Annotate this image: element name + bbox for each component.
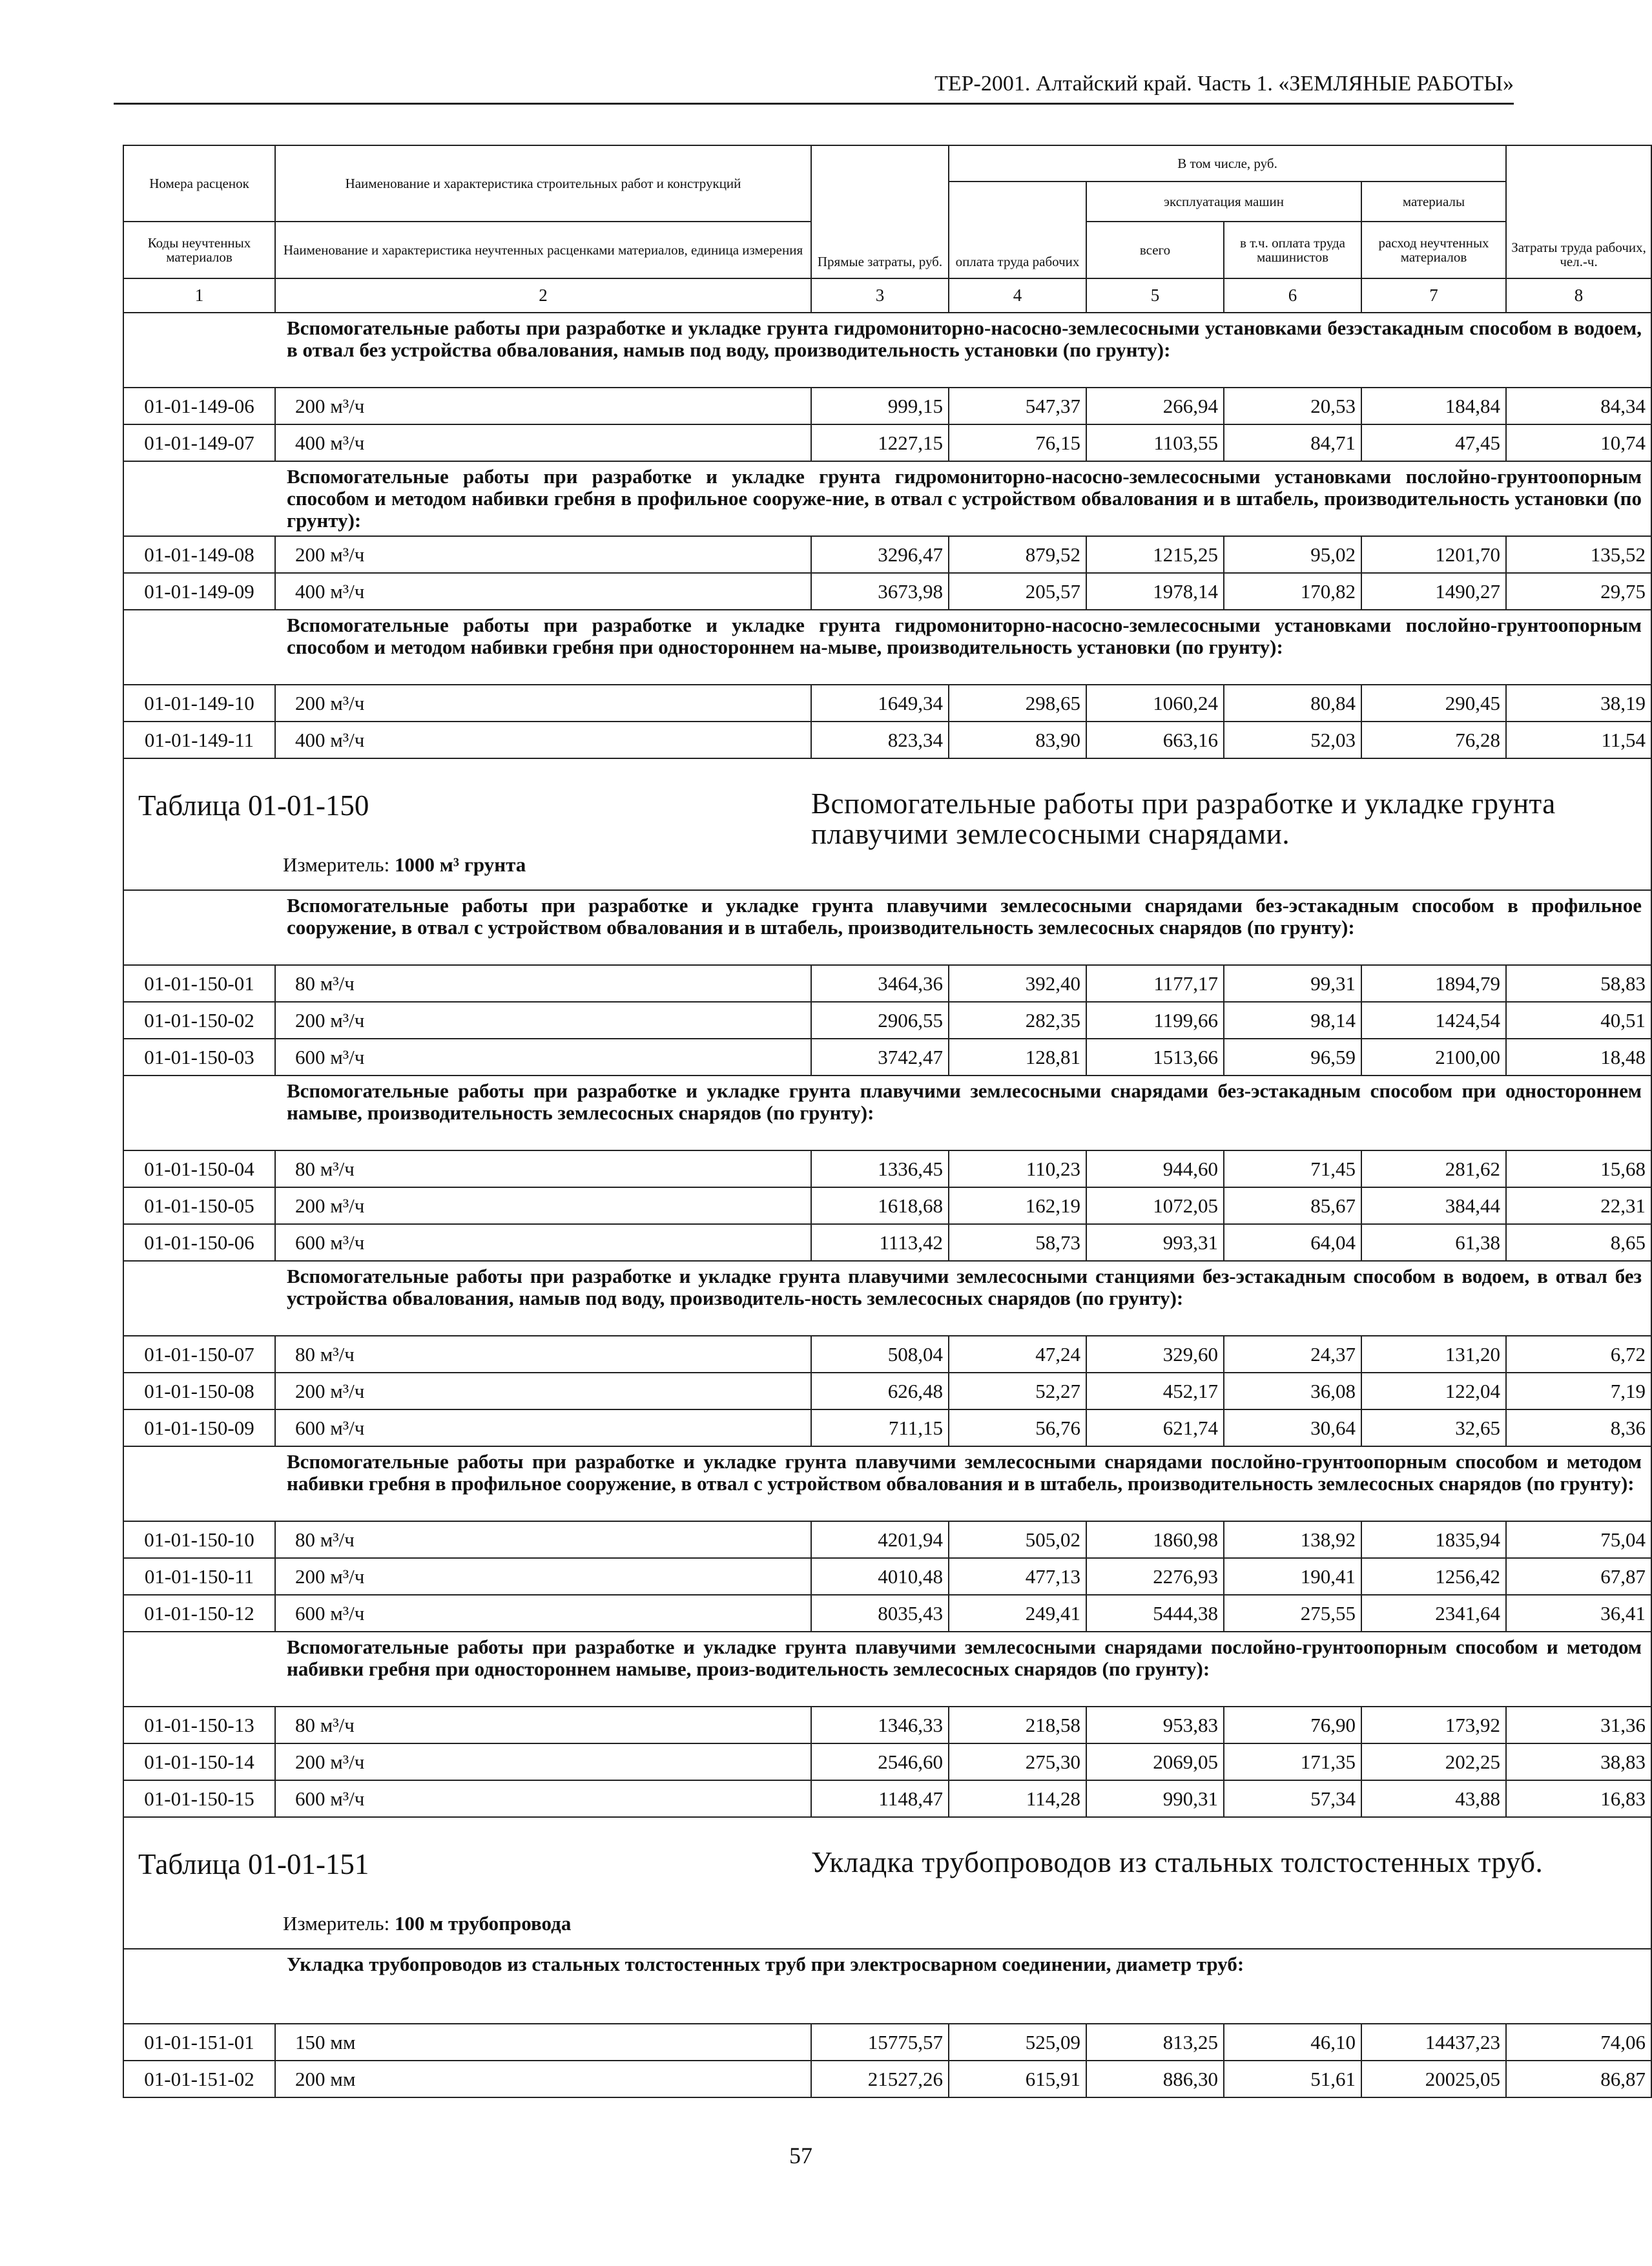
- rate-name: 200 м³/ч: [275, 536, 811, 573]
- value-cell: 6,72: [1506, 1336, 1651, 1373]
- group-blank-cell: [123, 313, 275, 388]
- value-cell: 75,04: [1506, 1521, 1651, 1558]
- value-cell: 58,83: [1506, 965, 1651, 1002]
- group-heading-row: [123, 1949, 1651, 2024]
- value-cell: 1346,33: [811, 1707, 949, 1743]
- value-cell: 298,65: [949, 685, 1086, 722]
- value-cell: 711,15: [811, 1409, 949, 1446]
- table-row: [123, 1150, 1651, 1187]
- rate-code: 01-01-149-09: [123, 573, 275, 610]
- value-cell: 43,88: [1361, 1780, 1506, 1817]
- rate-name: 200 мм: [275, 2061, 811, 2097]
- header-materials: материалы: [1361, 182, 1506, 222]
- group-heading: Вспомогательные работы при разработке и укладке грунта гидромониторно-насосно-землесосными установками послойно-грунтоопорным способом и методом набивки гребня в профильное сооруже-ние, в отвал с устройством обвалования и в штабель, производительность установки (по грунту):: [275, 461, 1651, 536]
- value-cell: 3464,36: [811, 965, 949, 1002]
- value-cell: 170,82: [1224, 573, 1361, 610]
- value-cell: 953,83: [1086, 1707, 1224, 1743]
- value-cell: 24,37: [1224, 1336, 1361, 1373]
- group-heading: Вспомогательные работы при разработке и укладке грунта гидромониторно-насосно-землесосными установками безэстакадным способом в водоем, в отвал без устройства обвалования, намыв под воду, производительность установки (по грунту):: [275, 313, 1651, 388]
- rate-name: 400 м³/ч: [275, 424, 811, 461]
- group-heading-row: [123, 1632, 1651, 1707]
- value-cell: 46,10: [1224, 2024, 1361, 2061]
- value-cell: 86,87: [1506, 2061, 1651, 2097]
- group-blank-cell: [123, 1446, 275, 1521]
- value-cell: 83,90: [949, 722, 1086, 758]
- table-title: Вспомогательные работы при разработке и укладке грунта плавучими землесосными снарядами.: [811, 758, 1651, 890]
- table-row: [123, 388, 1651, 424]
- group-blank-cell: [123, 610, 275, 685]
- value-cell: 999,15: [811, 388, 949, 424]
- table-measure: [138, 853, 811, 877]
- rate-code: 01-01-150-08: [123, 1373, 275, 1409]
- column-number: 6: [1224, 278, 1361, 313]
- value-cell: 886,30: [1086, 2061, 1224, 2097]
- value-cell: 990,31: [1086, 1780, 1224, 1817]
- value-cell: 5444,38: [1086, 1595, 1224, 1632]
- value-cell: 813,25: [1086, 2024, 1224, 2061]
- rate-name: 200 м³/ч: [275, 1002, 811, 1039]
- table-label-cell: [123, 1817, 811, 1949]
- value-cell: 1336,45: [811, 1150, 949, 1187]
- value-cell: 135,52: [1506, 536, 1651, 573]
- value-cell: 1513,66: [1086, 1039, 1224, 1076]
- column-number: 1: [123, 278, 275, 313]
- value-cell: 993,31: [1086, 1224, 1224, 1261]
- table-row: [123, 1743, 1651, 1780]
- value-cell: 110,23: [949, 1150, 1086, 1187]
- value-cell: 1199,66: [1086, 1002, 1224, 1039]
- rate-name: 600 м³/ч: [275, 1409, 811, 1446]
- rate-name: 80 м³/ч: [275, 1707, 811, 1743]
- value-cell: 95,02: [1224, 536, 1361, 573]
- value-cell: 1103,55: [1086, 424, 1224, 461]
- value-cell: 85,67: [1224, 1187, 1361, 1224]
- value-cell: 131,20: [1361, 1336, 1506, 1373]
- rate-code: 01-01-150-04: [123, 1150, 275, 1187]
- value-cell: 1201,70: [1361, 536, 1506, 573]
- value-cell: 36,08: [1224, 1373, 1361, 1409]
- rate-name: 80 м³/ч: [275, 965, 811, 1002]
- rate-name: 600 м³/ч: [275, 1780, 811, 1817]
- value-cell: 879,52: [949, 536, 1086, 573]
- value-cell: 1978,14: [1086, 573, 1224, 610]
- rate-code: 01-01-150-12: [123, 1595, 275, 1632]
- rate-code: 01-01-149-10: [123, 685, 275, 722]
- group-heading: Вспомогательные работы при разработке и укладке грунта плавучими землесосными снарядами послойно-грунтоопорным способом и методом набивки гребня при одностороннем намыве, произ-водительность землесосных снарядов (по грунту):: [275, 1632, 1651, 1707]
- value-cell: 84,34: [1506, 388, 1651, 424]
- group-heading-row: [123, 313, 1651, 388]
- rate-name: 400 м³/ч: [275, 722, 811, 758]
- rate-code: 01-01-150-03: [123, 1039, 275, 1076]
- group-blank-cell: [123, 1261, 275, 1336]
- rate-name: 80 м³/ч: [275, 1150, 811, 1187]
- table-title: Укладка трубопроводов из стальных толстостенных труб.: [811, 1817, 1651, 1949]
- value-cell: 508,04: [811, 1336, 949, 1373]
- header-wages: оплата труда рабочих: [949, 182, 1086, 278]
- value-cell: 171,35: [1224, 1743, 1361, 1780]
- rate-name: 200 м³/ч: [275, 388, 811, 424]
- header-material-name: Наименование и характеристика неучтенных расценками материалов, единица измерения: [275, 222, 811, 278]
- value-cell: 2276,93: [1086, 1558, 1224, 1595]
- rate-code: 01-01-150-09: [123, 1409, 275, 1446]
- rate-name: 150 мм: [275, 2024, 811, 2061]
- group-heading: Вспомогательные работы при разработке и укладке грунта плавучими землесосными станциями без-эстакадным способом в водоем, в отвал без устройства обвалования, намыв под воду, производитель-ность землесосных снарядов (по грунту):: [275, 1261, 1651, 1336]
- value-cell: 3673,98: [811, 573, 949, 610]
- value-cell: 4201,94: [811, 1521, 949, 1558]
- value-cell: 290,45: [1361, 685, 1506, 722]
- header-including: В том числе, руб.: [949, 145, 1506, 182]
- table-row: [123, 2061, 1651, 2097]
- group-heading-row: [123, 461, 1651, 536]
- table-row: [123, 1224, 1651, 1261]
- value-cell: 71,45: [1224, 1150, 1361, 1187]
- value-cell: 32,65: [1361, 1409, 1506, 1446]
- group-heading: Вспомогательные работы при разработке и укладке грунта гидромониторно-насосно-землесосными установками послойно-грунтоопорным способом и методом набивки гребня при одностороннем на-мыве, производительность установки (по грунту):: [275, 610, 1651, 685]
- group-blank-cell: [123, 461, 275, 536]
- value-cell: 138,92: [1224, 1521, 1361, 1558]
- value-cell: 20025,05: [1361, 2061, 1506, 2097]
- header-machines-total: всего: [1086, 222, 1224, 278]
- value-cell: 67,87: [1506, 1558, 1651, 1595]
- value-cell: 3742,47: [811, 1039, 949, 1076]
- column-number: 3: [811, 278, 949, 313]
- value-cell: 7,19: [1506, 1373, 1651, 1409]
- value-cell: 8035,43: [811, 1595, 949, 1632]
- value-cell: 16,83: [1506, 1780, 1651, 1817]
- rate-name: 600 м³/ч: [275, 1039, 811, 1076]
- group-heading-row: [123, 1446, 1651, 1521]
- group-heading-row: [123, 1076, 1651, 1150]
- value-cell: 40,51: [1506, 1002, 1651, 1039]
- rate-code: 01-01-150-15: [123, 1780, 275, 1817]
- value-cell: 1060,24: [1086, 685, 1224, 722]
- value-cell: 505,02: [949, 1521, 1086, 1558]
- value-cell: 99,31: [1224, 965, 1361, 1002]
- table-row: [123, 685, 1651, 722]
- measure-label: Измеритель:: [283, 853, 390, 876]
- value-cell: 944,60: [1086, 1150, 1224, 1187]
- header-materials-unaccounted: расход неучтенных материалов: [1361, 222, 1506, 278]
- table-row: [123, 1409, 1651, 1446]
- header-machinists-wages: в т.ч. оплата труда машинистов: [1224, 222, 1361, 278]
- rate-code: 01-01-150-06: [123, 1224, 275, 1261]
- value-cell: 76,90: [1224, 1707, 1361, 1743]
- rate-code: 01-01-151-02: [123, 2061, 275, 2097]
- column-number: 8: [1506, 278, 1651, 313]
- table-row: [123, 1707, 1651, 1743]
- value-cell: 2069,05: [1086, 1743, 1224, 1780]
- group-blank-cell: [123, 1076, 275, 1150]
- value-cell: 30,64: [1224, 1409, 1361, 1446]
- rate-code: 01-01-149-11: [123, 722, 275, 758]
- group-heading-row: [123, 610, 1651, 685]
- rate-name: 200 м³/ч: [275, 1558, 811, 1595]
- value-cell: 64,04: [1224, 1224, 1361, 1261]
- value-cell: 525,09: [949, 2024, 1086, 2061]
- table-label: Таблица 01-01-150: [138, 789, 369, 822]
- value-cell: 1113,42: [811, 1224, 949, 1261]
- value-cell: 76,28: [1361, 722, 1506, 758]
- value-cell: 266,94: [1086, 388, 1224, 424]
- rate-code: 01-01-150-13: [123, 1707, 275, 1743]
- group-heading: Вспомогательные работы при разработке и укладке грунта плавучими землесосными снарядами без-эстакадным способом при одностороннем намыве, производительность землесосных снарядов (по грунту):: [275, 1076, 1651, 1150]
- value-cell: 57,34: [1224, 1780, 1361, 1817]
- group-heading-row: [123, 890, 1651, 965]
- value-cell: 249,41: [949, 1595, 1086, 1632]
- value-cell: 162,19: [949, 1187, 1086, 1224]
- table-row: [123, 1039, 1651, 1076]
- table-row: [123, 2024, 1651, 2061]
- value-cell: 1490,27: [1361, 573, 1506, 610]
- rate-code: 01-01-149-08: [123, 536, 275, 573]
- value-cell: 1227,15: [811, 424, 949, 461]
- value-cell: 15775,57: [811, 2024, 949, 2061]
- value-cell: 275,55: [1224, 1595, 1361, 1632]
- value-cell: 615,91: [949, 2061, 1086, 2097]
- value-cell: 51,61: [1224, 2061, 1361, 2097]
- value-cell: 1649,34: [811, 685, 949, 722]
- table-row: [123, 424, 1651, 461]
- rate-code: 01-01-149-07: [123, 424, 275, 461]
- value-cell: 56,76: [949, 1409, 1086, 1446]
- value-cell: 621,74: [1086, 1409, 1224, 1446]
- table-heading-row: [123, 758, 1651, 890]
- value-cell: 823,34: [811, 722, 949, 758]
- value-cell: 1256,42: [1361, 1558, 1506, 1595]
- value-cell: 205,57: [949, 573, 1086, 610]
- value-cell: 1618,68: [811, 1187, 949, 1224]
- value-cell: 38,83: [1506, 1743, 1651, 1780]
- value-cell: 96,59: [1224, 1039, 1361, 1076]
- value-cell: 52,03: [1224, 722, 1361, 758]
- value-cell: 281,62: [1361, 1150, 1506, 1187]
- value-cell: 190,41: [1224, 1558, 1361, 1595]
- rate-name: 200 м³/ч: [275, 685, 811, 722]
- value-cell: 98,14: [1224, 1002, 1361, 1039]
- running-head: ТЕР-2001. Алтайский край. Часть 1. «ЗЕМЛЯНЫЕ РАБОТЫ»: [114, 70, 1514, 105]
- value-cell: 626,48: [811, 1373, 949, 1409]
- group-blank-cell: [123, 890, 275, 965]
- rate-name: 80 м³/ч: [275, 1336, 811, 1373]
- price-table: [123, 145, 1652, 2098]
- group-heading: Укладка трубопроводов из стальных толстостенных труб при электросварном соединении, диаметр труб:: [275, 1949, 1651, 2024]
- value-cell: 2100,00: [1361, 1039, 1506, 1076]
- value-cell: 1835,94: [1361, 1521, 1506, 1558]
- group-heading: Вспомогательные работы при разработке и укладке грунта плавучими землесосными снарядами послойно-грунтоопорным способом и методом набивки гребня в профильное сооружение, в отвал с устройством обвалования и в штабель, производительность землесосных снарядов (по грунту):: [275, 1446, 1651, 1521]
- rate-code: 01-01-150-10: [123, 1521, 275, 1558]
- value-cell: 184,84: [1361, 388, 1506, 424]
- table-row: [123, 1336, 1651, 1373]
- value-cell: 114,28: [949, 1780, 1086, 1817]
- page-number: 57: [789, 2143, 812, 2168]
- value-cell: 218,58: [949, 1707, 1086, 1743]
- group-heading: Вспомогательные работы при разработке и укладке грунта плавучими землесосными снарядами без-эстакадным способом в профильное сооружение, в отвал с устройством обвалования и в штабель, производительность землесосных снарядов (по грунту):: [275, 890, 1651, 965]
- value-cell: 1177,17: [1086, 965, 1224, 1002]
- value-cell: 36,41: [1506, 1595, 1651, 1632]
- value-cell: 477,13: [949, 1558, 1086, 1595]
- value-cell: 84,71: [1224, 424, 1361, 461]
- value-cell: 21527,26: [811, 2061, 949, 2097]
- rate-code: 01-01-150-07: [123, 1336, 275, 1373]
- header-rate-numbers: Номера расценок: [123, 145, 275, 222]
- value-cell: 18,48: [1506, 1039, 1651, 1076]
- rate-name: 400 м³/ч: [275, 573, 811, 610]
- table-row: [123, 1187, 1651, 1224]
- value-cell: 275,30: [949, 1743, 1086, 1780]
- value-cell: 61,38: [1361, 1224, 1506, 1261]
- header-labor: Затраты труда рабочих, чел.-ч.: [1506, 145, 1651, 278]
- value-cell: 80,84: [1224, 685, 1361, 722]
- value-cell: 1215,25: [1086, 536, 1224, 573]
- table-row: [123, 1595, 1651, 1632]
- group-blank-cell: [123, 1949, 275, 2024]
- value-cell: 1894,79: [1361, 965, 1506, 1002]
- measure-value: 1000 м³ грунта: [394, 853, 526, 876]
- measure-value: 100 м трубопровода: [394, 1912, 572, 1935]
- group-blank-cell: [123, 1632, 275, 1707]
- value-cell: 8,65: [1506, 1224, 1651, 1261]
- rate-code: 01-01-150-05: [123, 1187, 275, 1224]
- value-cell: 20,53: [1224, 388, 1361, 424]
- value-cell: 74,06: [1506, 2024, 1651, 2061]
- value-cell: 58,73: [949, 1224, 1086, 1261]
- column-number: 7: [1361, 278, 1506, 313]
- table-label: Таблица 01-01-151: [138, 1848, 369, 1880]
- rate-code: 01-01-150-11: [123, 1558, 275, 1595]
- value-cell: 1424,54: [1361, 1002, 1506, 1039]
- value-cell: 663,16: [1086, 722, 1224, 758]
- header-work-name: Наименование и характеристика строительных работ и конструкций: [275, 145, 811, 222]
- table-label-cell: [123, 758, 811, 890]
- value-cell: 10,74: [1506, 424, 1651, 461]
- table-row: [123, 1780, 1651, 1817]
- column-number: 2: [275, 278, 811, 313]
- value-cell: 1860,98: [1086, 1521, 1224, 1558]
- value-cell: 38,19: [1506, 685, 1651, 722]
- rate-code: 01-01-151-01: [123, 2024, 275, 2061]
- rate-name: 600 м³/ч: [275, 1595, 811, 1632]
- value-cell: 202,25: [1361, 1743, 1506, 1780]
- header-direct-costs: Прямые затраты, руб.: [811, 145, 949, 278]
- value-cell: 122,04: [1361, 1373, 1506, 1409]
- value-cell: 11,54: [1506, 722, 1651, 758]
- value-cell: 2546,60: [811, 1743, 949, 1780]
- value-cell: 47,24: [949, 1336, 1086, 1373]
- table-heading-row: [123, 1817, 1651, 1949]
- value-cell: 1072,05: [1086, 1187, 1224, 1224]
- value-cell: 392,40: [949, 965, 1086, 1002]
- value-cell: 15,68: [1506, 1150, 1651, 1187]
- value-cell: 1148,47: [811, 1780, 949, 1817]
- value-cell: 452,17: [1086, 1373, 1224, 1409]
- value-cell: 29,75: [1506, 573, 1651, 610]
- value-cell: 547,37: [949, 388, 1086, 424]
- value-cell: 14437,23: [1361, 2024, 1506, 2061]
- value-cell: 31,36: [1506, 1707, 1651, 1743]
- rate-code: 01-01-149-06: [123, 388, 275, 424]
- table-row: [123, 573, 1651, 610]
- value-cell: 2906,55: [811, 1002, 949, 1039]
- rate-name: 200 м³/ч: [275, 1743, 811, 1780]
- value-cell: 282,35: [949, 1002, 1086, 1039]
- rate-code: 01-01-150-02: [123, 1002, 275, 1039]
- rate-name: 200 м³/ч: [275, 1373, 811, 1409]
- value-cell: 329,60: [1086, 1336, 1224, 1373]
- value-cell: 4010,48: [811, 1558, 949, 1595]
- value-cell: 52,27: [949, 1373, 1086, 1409]
- measure-label: Измеритель:: [283, 1912, 390, 1935]
- header-machines: эксплуатация машин: [1086, 182, 1361, 222]
- value-cell: 3296,47: [811, 536, 949, 573]
- value-cell: 22,31: [1506, 1187, 1651, 1224]
- header-material-codes: Коды неучтенных материалов: [123, 222, 275, 278]
- table-row: [123, 965, 1651, 1002]
- value-cell: 2341,64: [1361, 1595, 1506, 1632]
- rate-name: 80 м³/ч: [275, 1521, 811, 1558]
- column-number: 5: [1086, 278, 1224, 313]
- table-row: [123, 1558, 1651, 1595]
- rate-name: 200 м³/ч: [275, 1187, 811, 1224]
- column-number: 4: [949, 278, 1086, 313]
- value-cell: 47,45: [1361, 424, 1506, 461]
- value-cell: 128,81: [949, 1039, 1086, 1076]
- table-row: [123, 1002, 1651, 1039]
- table-measure: [138, 1912, 811, 1935]
- table-row: [123, 722, 1651, 758]
- value-cell: 76,15: [949, 424, 1086, 461]
- value-cell: 173,92: [1361, 1707, 1506, 1743]
- group-heading-row: [123, 1261, 1651, 1336]
- value-cell: 384,44: [1361, 1187, 1506, 1224]
- table-row: [123, 1521, 1651, 1558]
- value-cell: 8,36: [1506, 1409, 1651, 1446]
- table-row: [123, 1373, 1651, 1409]
- table-row: [123, 536, 1651, 573]
- rate-name: 600 м³/ч: [275, 1224, 811, 1261]
- rate-code: 01-01-150-14: [123, 1743, 275, 1780]
- rate-code: 01-01-150-01: [123, 965, 275, 1002]
